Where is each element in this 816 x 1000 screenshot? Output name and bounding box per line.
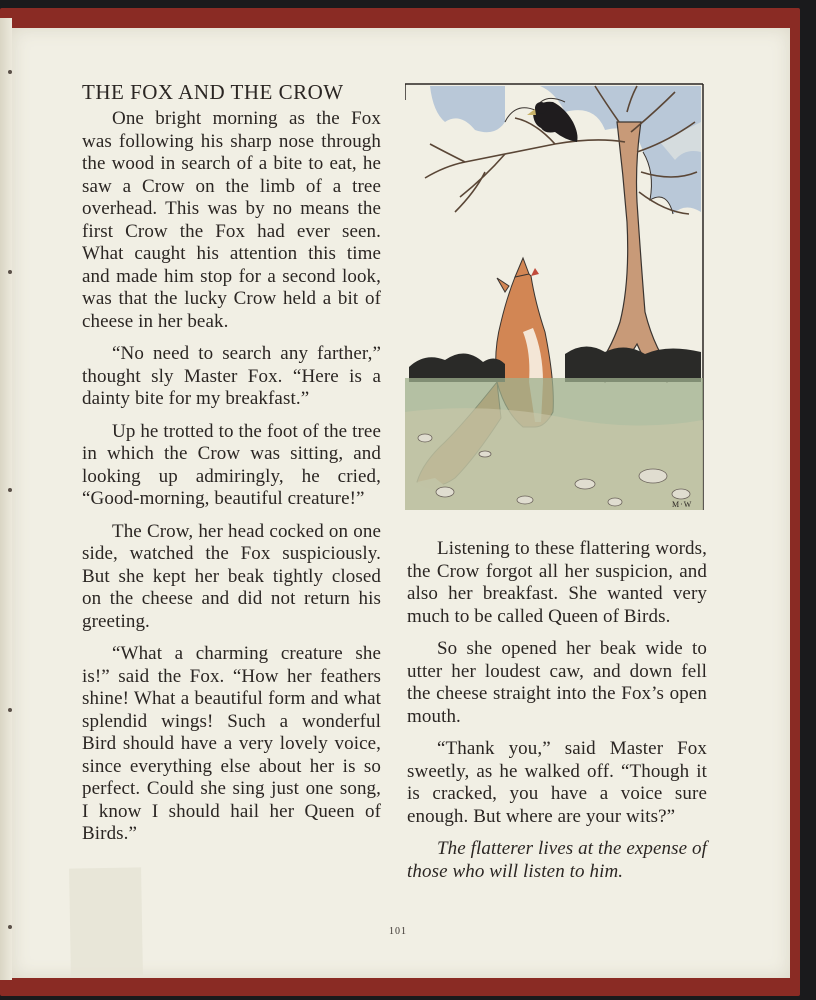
- paragraph: “Thank you,” said Master Fox sweetly, as he walked off. “Though it is cracked, you have a voice sure enough. But where are your wits?”: [407, 738, 707, 827]
- moral-text: The flatterer lives at the expense of those who will listen to him.: [407, 838, 707, 882]
- paragraph: One bright morning as the Fox was following his sharp nose through the wood in search of a bite to eat, he saw a Crow on the limb of a tree overhead. This was by no means the first Crow the Fox had ever seen. What caught his attention this time and made him stop for a second look, was that the lucky Crow held a bit of cheese in her beak.: [82, 108, 381, 332]
- tape-mark: [69, 867, 143, 976]
- page-number: 101: [389, 926, 407, 937]
- fox-and-crow-illustration: [405, 82, 705, 512]
- paragraph: “No need to search any farther,” thought sly Master Fox. “Here is a dainty bite for my breakfast.”: [82, 343, 381, 409]
- paragraph: Up he trotted to the foot of the tree in which the Crow was sitting, and looking up admiringly, he cried, “Good-morning, beautiful creature!”: [82, 420, 381, 509]
- right-text-column: [407, 538, 707, 893]
- story-title: THE FOX AND THE CROW: [82, 80, 344, 104]
- page-stack-edge: [0, 18, 12, 980]
- paragraph: Listening to these flattering words, the Crow forgot all her suspicion, and also her breakfast. She wanted very much to be called Queen of Birds.: [407, 538, 707, 627]
- paragraph: The Crow, her head cocked on one side, watched the Fox suspiciously. But she kept her beak tightly closed on the cheese and did not return his greeting.: [82, 520, 381, 632]
- paragraph: So she opened her beak wide to utter her loudest caw, and down fell the cheese straight into the Fox’s open mouth.: [407, 638, 707, 727]
- left-text-column: [82, 108, 381, 856]
- illustrator-signature: M·W: [672, 500, 693, 509]
- paragraph: “What a charming creature she is!” said the Fox. “How her feathers shine! What a beautiful form and what splendid wings! Such a wonderful Bird should have a very lovely voice, since everything else about her is so perfect. Could she sing just one song, I know I should hail her Queen of Birds.”: [82, 643, 381, 844]
